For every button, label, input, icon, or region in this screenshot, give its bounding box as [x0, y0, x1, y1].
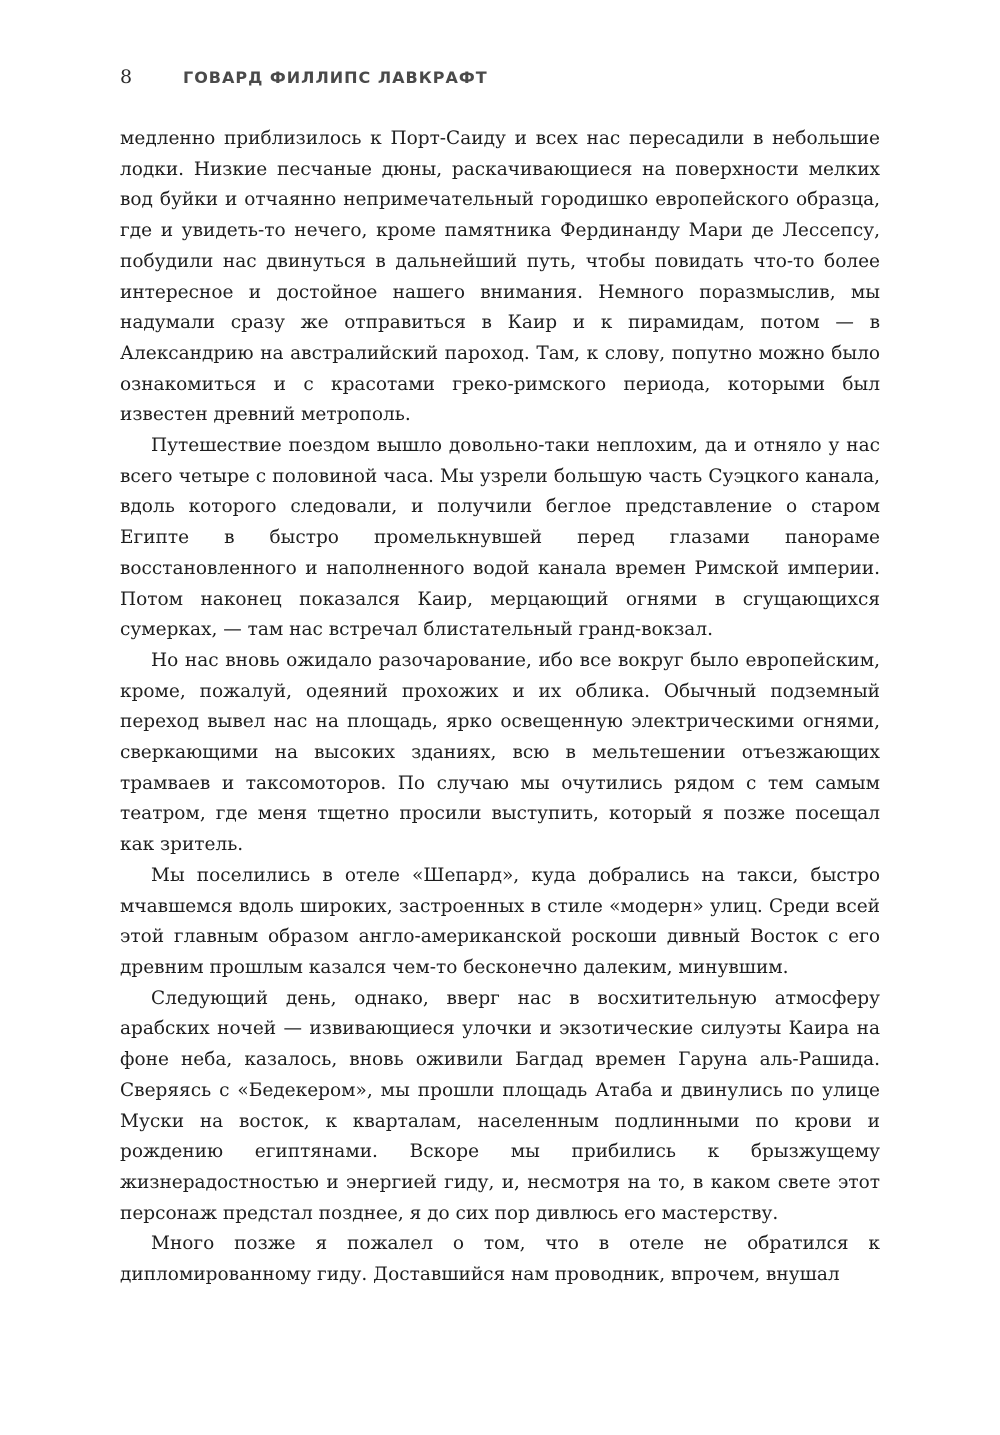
paragraph-2: Путешествие поездом вышло довольно-таки неплохим, да и отняло у нас всего четыре с половиной часа. Мы узрели большую часть Суэцкого канала, вдоль которого следовали, и получили беглое представление о старом Египте в быстро промелькнувшей перед глазами панораме восстановленного и наполненного водой канала времен Римской империи. Потом наконец показался Каир, мерцающий огнями в сгущающихся сумерках, — там нас встречал блистательный гранд-вокзал. — [120, 435, 880, 641]
body-text — [120, 124, 880, 1291]
paragraph-3: Но нас вновь ожидало разочарование, ибо все вокруг было европейским, кроме, пожалуй, одеяний прохожих и их облика. Обычный подземный переход вывел нас на площадь, ярко освещенную электрическими огнями, сверкающими на высоких зданиях, всю в мельтешении отъезжающих трамваев и таксомоторов. По случаю мы очутились рядом с тем самым театром, где меня тщетно просили выступить, который я позже посещал как зритель. — [120, 649, 880, 856]
paragraph-5: Следующий день, однако, вверг нас в восхитительную атмосферу арабских ночей — извивающиеся улочки и экзотические силуэты Каира на фоне неба, казалось, вновь оживили Багдад времен Гаруна аль-Рашида. Сверяясь с «Бедекером», мы прошли площадь Атаба и двинулись по улице Муски на восток, к кварталам, населенным подлинными по крови и рождению египтянами. Вскоре мы прибились к брызжущему жизнерадостностью и энергией гиду, и, несмотря на то, в каком свете этот персонаж предстал позднее, я до сих пор дивлюсь его мастерству. — [120, 987, 880, 1224]
running-head — [120, 66, 880, 96]
book-title: ГОВАРД ФИЛЛИПС ЛАВКРАФТ — [183, 68, 488, 87]
paragraph-6: Много позже я пожалел о том, что в отеле не обратился к дипломированному гиду. Доставшийся нам проводник, впрочем, внушал — [120, 1233, 880, 1286]
page-number: 8 — [120, 66, 133, 88]
paragraph-1: медленно приблизилось к Порт-Саиду и всех нас пересадили в небольшие лодки. Низкие песчаные дюны, раскачивающиеся на поверхности мелких вод буйки и отчаянно непримечательный городишко европейского образца, где и увидеть-то нечего, кроме памятника Фердинанду Мари де Лессепсу, побудили нас двинуться в дальнейший путь, чтобы повидать что-то более интересное и достойное нашего внимания. Немного поразмыслив, мы надумали сразу же отправиться в Каир и к пирамидам, потом — в Александрию на австралийский пароход. Там, к слову, попутно можно было ознакомиться и с красотами греко-римского периода, которыми был известен древний метрополь. — [120, 128, 880, 426]
paragraph-4: Мы поселились в отеле «Шепард», куда добрались на такси, быстро мчавшемся вдоль широких, застроенных в стиле «модерн» улиц. Среди всей этой главным образом англо-американской роскоши дивный Восток с его древним прошлым казался чем-то бесконечно далеким, минувшим. — [120, 864, 880, 978]
